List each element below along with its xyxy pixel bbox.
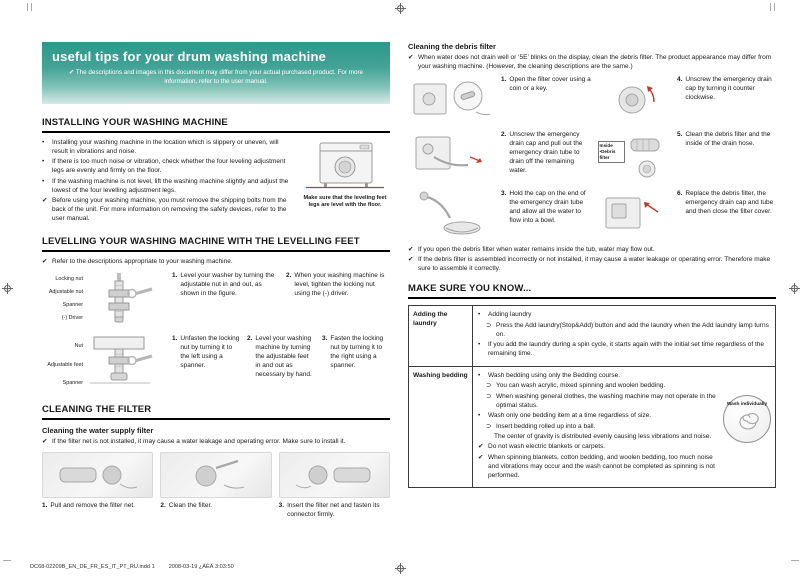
step-number: 1.: [501, 75, 507, 83]
note-item: [408, 246, 776, 255]
figure-label: Spanner: [62, 380, 83, 387]
bullet-marker: •: [42, 158, 45, 166]
levelling-row-2: [42, 335, 390, 395]
levelling-steps-2: [172, 335, 390, 395]
sub-bullet-marker: ⊃: [486, 321, 492, 329]
left-column: [42, 42, 390, 520]
levelling-steps-1: [172, 272, 390, 326]
table-row: [409, 366, 775, 488]
figure-labels: [42, 273, 86, 325]
print-footer: [30, 564, 234, 570]
step-text: Insert the filter net and fasten its connector firmly.: [287, 501, 380, 518]
inside-label-line1: Inside: [599, 142, 613, 148]
bullet-text: Installing your washing machine in the location which is slippery or uneven, will result in vibrations and noise.: [52, 139, 279, 155]
check-marker: ✔: [42, 197, 48, 205]
step: [501, 131, 593, 183]
list-item: [486, 382, 717, 391]
figure-label: (-) Driver: [61, 315, 83, 322]
levelling-note: [42, 258, 390, 267]
table-row: [409, 306, 775, 365]
bullet-marker: •: [42, 177, 45, 185]
step-text: When your washing machine is level, tighten the locking nut using the (-) driver.: [294, 271, 385, 297]
check-marker: ✔: [478, 453, 484, 461]
clean-debris-filter-figure: [625, 131, 673, 183]
row-content: [473, 367, 775, 488]
step: [286, 272, 390, 326]
step-text: Pull and remove the filter net.: [50, 501, 135, 509]
crop-mark: [770, 3, 771, 11]
step-number: 1.: [172, 271, 178, 279]
list-item: [478, 443, 717, 452]
step: [501, 76, 593, 124]
bullet-marker: •: [478, 311, 481, 319]
debris-notes: [408, 246, 776, 274]
check-marker: ✔: [42, 437, 48, 445]
row-label: Washing bedding: [409, 367, 473, 488]
registration-mark-top: [395, 3, 406, 14]
right-column: [408, 40, 776, 488]
bullet-text: If there is too much noise or vibration, check whether the four leveling adjustment legs are evenly and firmly on the floor.: [52, 158, 286, 175]
step-text: Clean the debris filter and the inside of the drain hose.: [685, 130, 771, 147]
figure-label: Nut: [74, 343, 83, 350]
list-item: [486, 322, 770, 340]
bullet-text: Insert bedding rolled up into a ball.: [496, 422, 596, 430]
step-text: Unfasten the locking nut by turning it to the left using a spanner.: [180, 334, 240, 369]
debris-filter-subheading: Cleaning the debris filter: [408, 42, 496, 51]
installing-bullets: [42, 139, 294, 226]
registration-mark-left: [2, 283, 13, 294]
badge-label: Wash individually: [726, 401, 768, 407]
debris-note: [408, 54, 776, 72]
washer-figure-caption: Make sure that the leveling feet legs are level with the floor.: [303, 195, 387, 209]
list-item: [494, 433, 717, 442]
levelling-figure-2: [42, 335, 162, 395]
bullet-text: When spinning blankets, cotton bedding, and woolen bedding, too much noise and vibrations may occur and the wash cannot be completed as spinning is not performed.: [488, 453, 715, 479]
step-number: 3.: [501, 189, 507, 197]
filter-figure-clean: [160, 452, 271, 498]
filter-figure-insert: [279, 452, 390, 498]
note-item: [408, 256, 776, 274]
debris-figure-1: [408, 76, 498, 124]
filter-note: [42, 438, 390, 447]
step-text: Replace the debris filter, the emergency drain cap and tube and then close the filter cover.: [685, 189, 774, 215]
note-text: Refer to the descriptions appropriate to your washing machine.: [52, 257, 233, 265]
debris-figure-4: [596, 76, 674, 124]
banner: [42, 42, 390, 104]
levelling-row-1: [42, 272, 390, 326]
footer-filename: DC68-02209B_EN_DE_FR_ES_IT_PT_RU.indd 1: [30, 564, 155, 570]
washer-figure-wrap: [302, 139, 388, 226]
crop-mark: [27, 3, 28, 11]
step-text: Unscrew the emergency drain cap and pull out the emergency drain tube to drain off the remaining water.: [509, 130, 583, 174]
figure-labels: [42, 337, 86, 393]
debris-steps-grid: [408, 76, 776, 240]
step-text: Open the filter cover using a coin or a key.: [509, 75, 591, 92]
step-number: 1.: [172, 334, 178, 342]
banner-note: ✔ The descriptions and images in this document may differ from your actual purchased product. For more information, refer to the user manual.: [68, 69, 364, 86]
step-number: 1.: [42, 501, 48, 509]
bullet-text: Adding laundry: [488, 311, 532, 319]
crop-mark: [791, 560, 799, 561]
washing-machine-figure: [302, 139, 388, 193]
pull-drain-tube-figure: [410, 131, 496, 183]
crop-mark: [774, 3, 775, 11]
filter-figures: [42, 452, 390, 498]
step-text: Fasten the locking nut by turning it to the right using a spanner.: [330, 334, 384, 369]
bullet-text: If you add the laundry during a spin cycle, it starts again with the initial set time regardless of the remaining time.: [488, 341, 765, 358]
footer-timestamp: 2008-03-19 ¿ÀÈÄ 3:03:50: [168, 564, 234, 570]
rolled-bedding-icon: [732, 408, 762, 432]
section-know-heading: MAKE SURE YOU KNOW...: [408, 283, 776, 299]
step-number: 2.: [160, 501, 166, 509]
step: [677, 190, 777, 240]
step-text: Level your washing machine by turning the adjustable feet in and out as necessary by hand.: [255, 334, 312, 378]
step: [677, 131, 777, 183]
step: [501, 190, 593, 240]
inside-debris-filter-label: [598, 141, 625, 163]
section-levelling-heading: LEVELLING YOUR WASHING MACHINE WITH THE LEVELLING FEET: [42, 236, 390, 252]
bullet-text: Press the Add laundry(Stop&Add) button and add the laundry when the Add laundry lamp turns on.: [496, 321, 769, 338]
step-number: 2.: [286, 271, 292, 279]
crop-mark: [31, 3, 32, 11]
registration-mark-bottom: [395, 563, 406, 574]
figure-label: Locking nut: [55, 276, 83, 283]
step: [172, 335, 240, 395]
figure-label: Spanner: [62, 302, 83, 309]
list-item: [42, 197, 294, 224]
page-title: useful tips for your drum washing machine: [52, 49, 327, 64]
list-item: [486, 423, 717, 432]
row-label: Adding the laundry: [409, 306, 473, 365]
bullet-text: Do not wash electric blankets or carpets.: [488, 443, 606, 451]
insert-filter-net-figure: [286, 455, 382, 495]
figure-label: Adjustable feet: [47, 361, 83, 368]
step-number: 4.: [677, 75, 683, 83]
registration-mark-right: [789, 283, 800, 294]
check-marker: ✔: [478, 443, 484, 451]
bullet-text: When washing general clothes, the washing machine may not operate in the optimal status.: [496, 392, 716, 409]
step-number: 3.: [278, 501, 285, 509]
list-item: [42, 178, 294, 196]
wash-individually-badge: [723, 395, 771, 443]
filter-figure-pull: [42, 452, 153, 498]
adjustable-nut-figure: [86, 272, 156, 326]
debris-figure-2: [408, 131, 498, 183]
debris-figure-5: [596, 131, 674, 183]
installing-body: [42, 139, 390, 226]
clean-filter-figure: [168, 455, 264, 495]
bullet-marker: •: [478, 371, 481, 379]
note-text: If the debris filter is assembled incorrectly or not installed, it may cause a water leakage or operating error. Therefore make sure to assemble it correctly.: [418, 256, 771, 273]
know-table: [408, 305, 776, 488]
inside-label-line2: •Debris filter: [599, 148, 616, 160]
step-number: 5.: [677, 130, 683, 138]
step-number: 2.: [247, 334, 253, 342]
crop-mark: [3, 560, 11, 561]
check-marker: ✔: [42, 257, 48, 265]
bullet-text: Wash bedding using only the Bedding course.: [488, 371, 621, 379]
note-text: If you open the debris filter when water remains inside the tub, water may flow out.: [418, 245, 655, 253]
section-installing-heading: INSTALLING YOUR WASHING MACHINE: [42, 117, 390, 133]
step: [42, 502, 153, 520]
bullet-marker: •: [478, 412, 481, 420]
pull-filter-net-figure: [50, 455, 146, 495]
step: [160, 502, 271, 520]
check-marker: ✔: [408, 54, 414, 61]
list-item: [478, 372, 717, 381]
note-text: When water does not drain well or ‘5E’ blinks on the display, clean the debris filter. The product appearance may differ from your washing machine. (However, the cleaning descriptions are the same.): [418, 54, 772, 70]
figure-label: Adjustable nut: [48, 289, 83, 296]
step-text: Unscrew the emergency drain cap by turning it counter clockwise.: [685, 75, 772, 101]
bullet-text: Wash only one bedding item at a time regardless of size.: [488, 412, 652, 420]
check-marker: ✔: [408, 256, 414, 264]
step-number: 2.: [501, 130, 507, 138]
unscrew-drain-cap-figure: [598, 76, 672, 124]
sub-bullet-marker: ⊃: [486, 422, 492, 430]
levelling-figure-1: [42, 272, 162, 326]
step-number: 3.: [322, 334, 328, 342]
step: [247, 335, 315, 395]
list-item: [478, 412, 717, 421]
open-filter-cover-figure: [410, 76, 496, 124]
step-number: 6.: [677, 189, 683, 197]
bullet-text: If the washing machine is not level, lift the washing machine slightly and adjust the lowest of the four levelling adjustment legs.: [52, 177, 289, 194]
step-text: Hold the cap on the end of the emergency drain tube and allow all the water to flow into a bowl.: [509, 189, 586, 224]
debris-figure-3: [408, 190, 498, 240]
list-item: [478, 341, 770, 359]
sub-bullet-marker: ⊃: [486, 382, 492, 390]
list-item: [42, 139, 294, 157]
list-item: [478, 311, 770, 320]
filter-steps: [42, 502, 390, 520]
step: [677, 76, 777, 124]
replace-filter-cover-figure: [598, 190, 672, 240]
step: [322, 335, 390, 395]
list-item: [42, 158, 294, 176]
water-supply-filter-subheading: Cleaning the water supply filter: [42, 425, 154, 435]
bullet-text: Before using your washing machine, you must remove the shipping bolts from the back of the unit. For more information on removing the safety devices, refer to the user manual.: [52, 197, 287, 223]
bullet-text: The center of gravity is distributed evenly causing less vibrations and noise.: [494, 433, 712, 440]
list-item: [486, 393, 717, 411]
note-text: If the filter net is not installed, it may cause a water leakage and operating error. Make sure to install it.: [52, 437, 346, 445]
list-item: [478, 454, 717, 481]
row-content: [473, 306, 775, 365]
sub-bullet-marker: ⊃: [486, 392, 492, 400]
step: [172, 272, 276, 326]
check-marker: ✔: [408, 245, 414, 253]
bullet-text: You can wash acrylic, mixed spinning and woolen bedding.: [496, 382, 666, 390]
step-text: Clean the filter.: [168, 501, 213, 509]
bullet-marker: •: [42, 139, 45, 146]
bullet-marker: •: [478, 341, 481, 349]
drain-into-bowl-figure: [410, 190, 496, 240]
step-text: Level your washer by turning the adjustable nut in and out, as shown in the figure.: [180, 271, 275, 297]
section-filter-heading: CLEANING THE FILTER: [42, 404, 390, 420]
debris-figure-6: [596, 190, 674, 240]
adjustable-feet-figure: [86, 335, 156, 395]
step: [279, 502, 390, 520]
